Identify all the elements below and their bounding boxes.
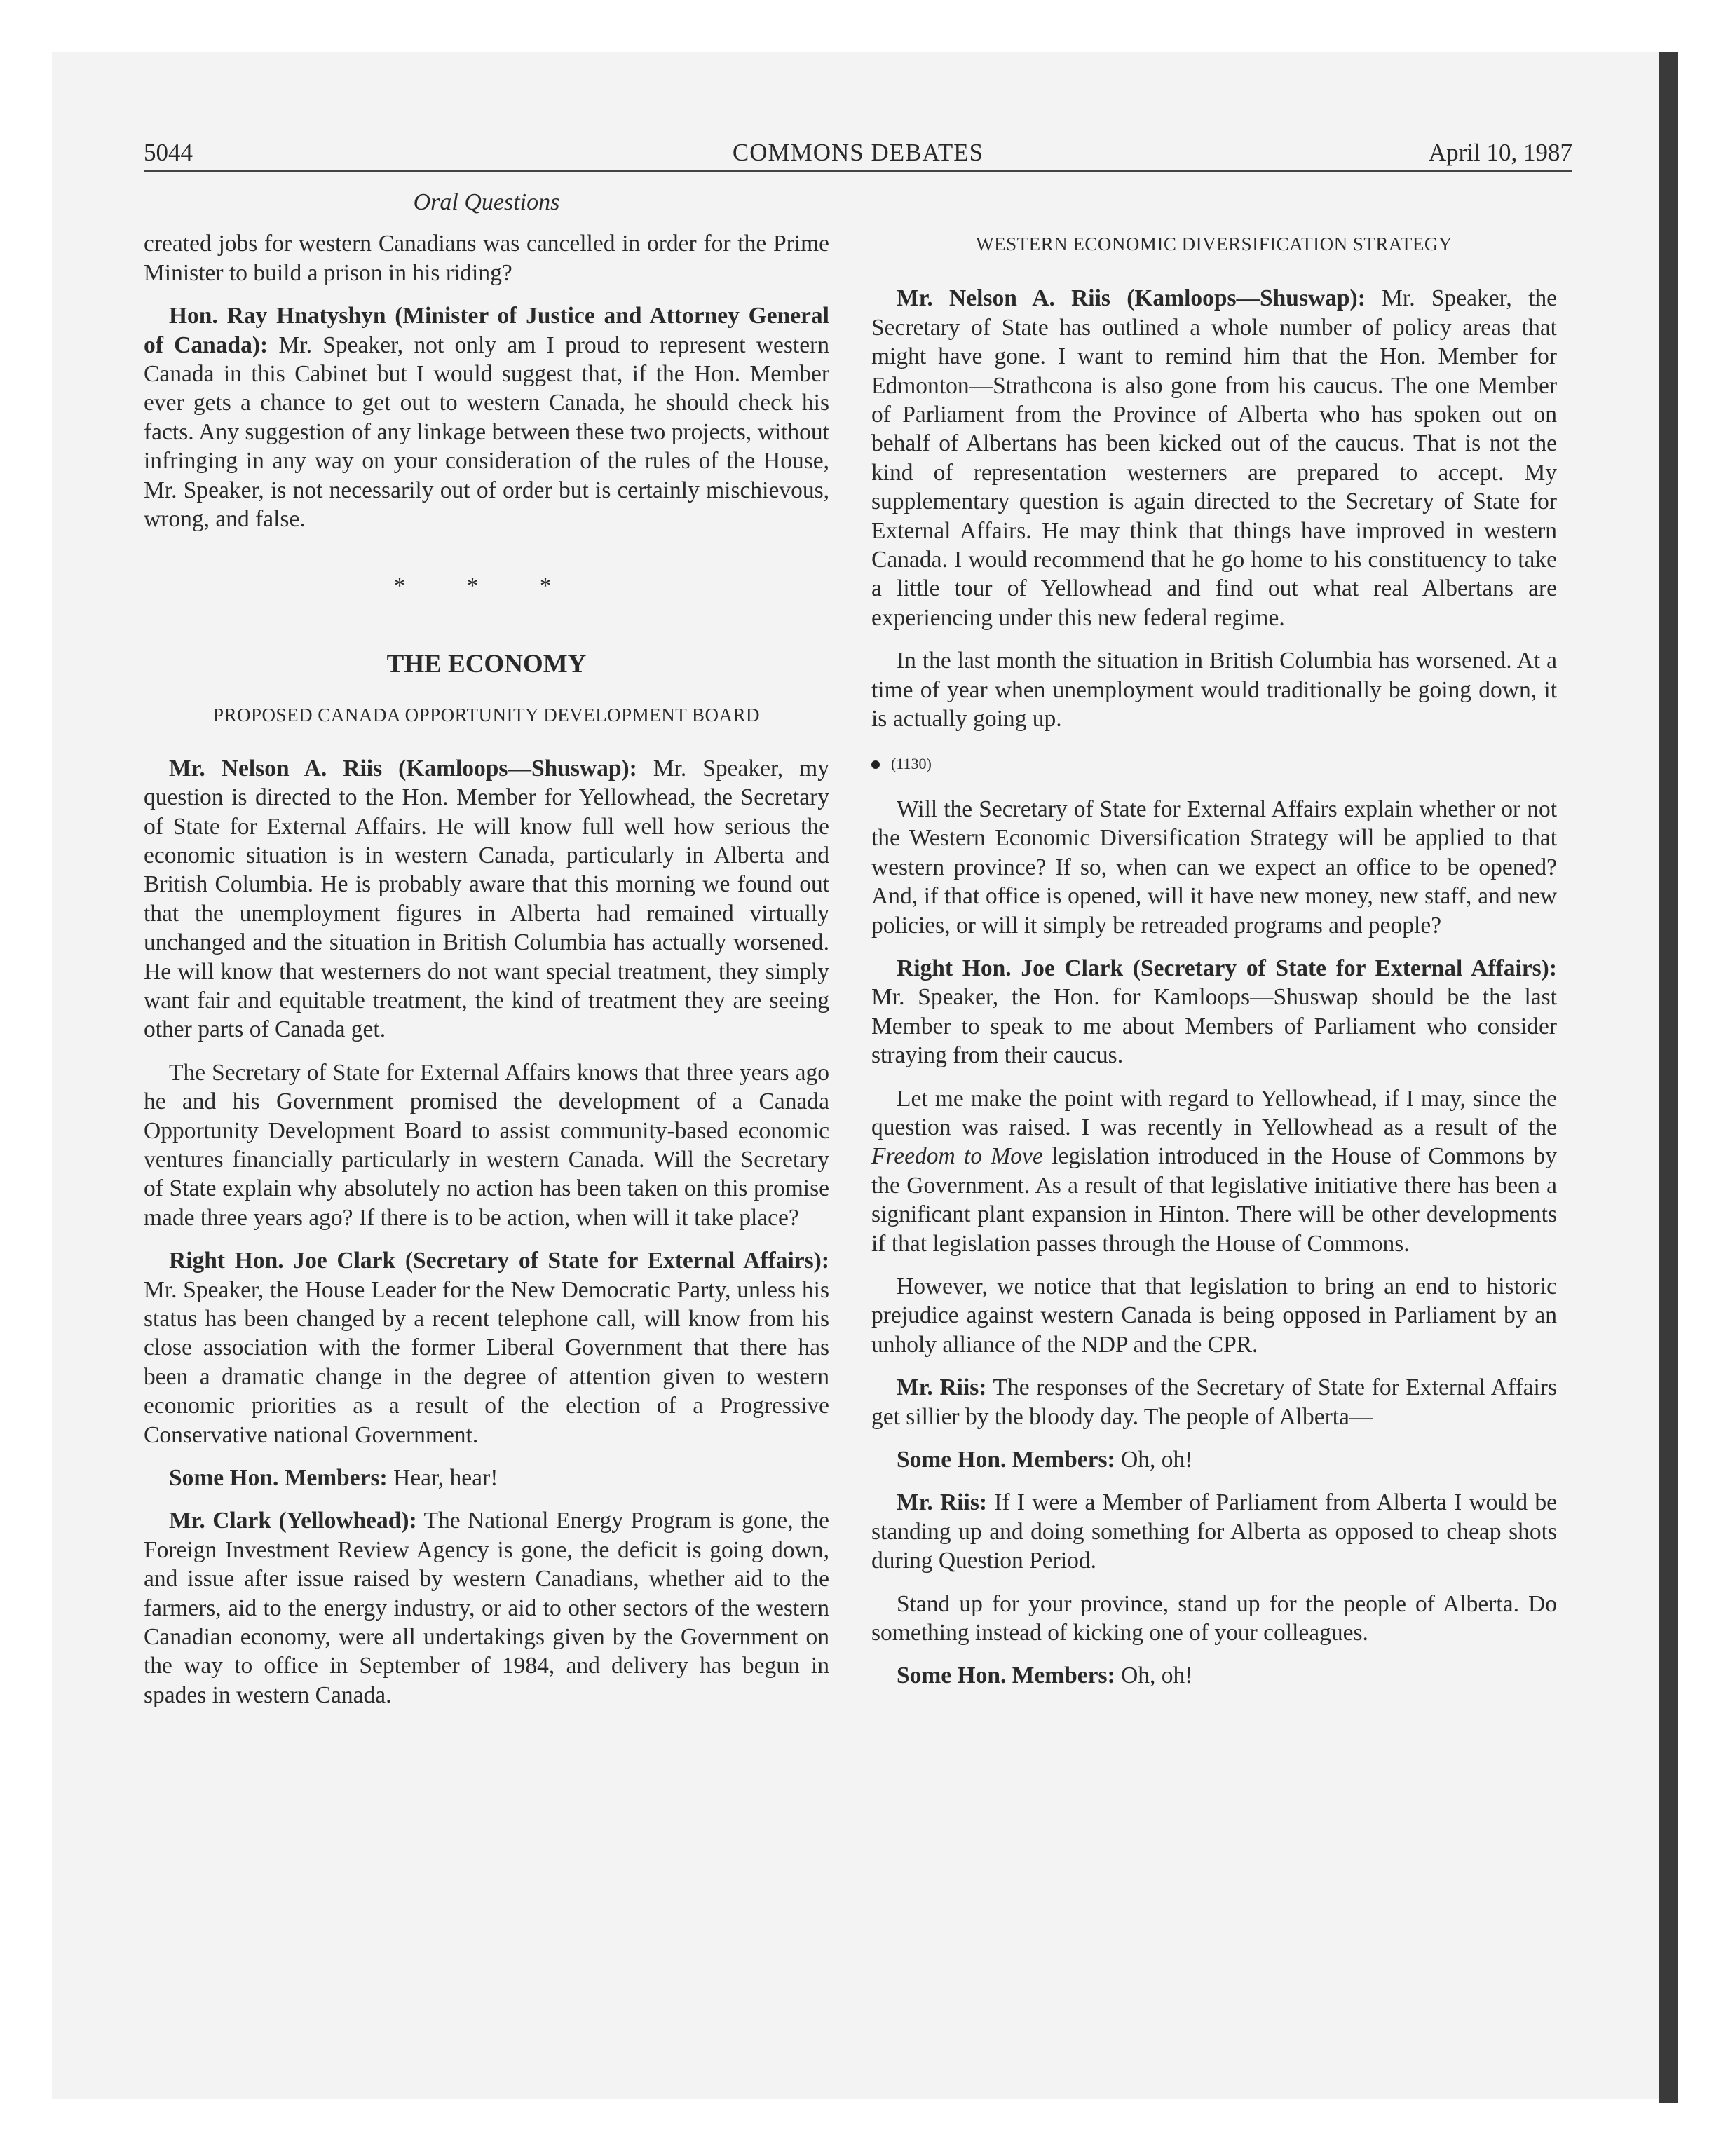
right-column bbox=[871, 188, 1557, 1705]
speech-text: Mr. Speaker, the Hon. for Kamloops—Shuswap should be the last Member to speak to me about Members of Parliament who consider straying from their caucus. bbox=[871, 984, 1557, 1069]
paragraph: created jobs for western Canadians was cancelled in order for the Prime Minister to build a prison in his riding? bbox=[144, 231, 829, 286]
running-head: Oral Questions bbox=[413, 189, 560, 215]
paragraph bbox=[144, 1506, 829, 1710]
page-number: 5044 bbox=[144, 139, 193, 166]
speaker-name: Mr. Riis: bbox=[897, 1374, 987, 1401]
subheading: PROPOSED CANADA OPPORTUNITY DEVELOPMENT BOARD bbox=[213, 704, 760, 726]
paragraph bbox=[871, 1661, 1557, 1690]
speech-text: Oh, oh! bbox=[1115, 1447, 1193, 1473]
paragraph: However, we notice that that legislation to bring an end to historic prejudice against western Canada is being opposed in Parliament by an unholy alliance of the NDP and the CPR. bbox=[871, 1274, 1557, 1358]
speaker-name: Mr. Nelson A. Riis (Kamloops—Shuswap): bbox=[169, 755, 637, 782]
time-marker bbox=[871, 749, 1557, 778]
paragraph bbox=[871, 954, 1557, 1070]
subheading: WESTERN ECONOMIC DIVERSIFICATION STRATEGY bbox=[976, 233, 1452, 254]
speech-text: Mr. Speaker, not only am I proud to represent western Canada in this Cabinet but I would suggest that, if the Hon. Member ever gets a chance to get out to western Canada, he should check his facts. Any suggestion of any linkage between these two projects, without infringing in any way on your consideration of the rules of the House, Mr. Speaker, is not necessarily out of order but is certainly mischievous, wrong, and false. bbox=[144, 332, 829, 533]
speaker-name: Hon. Ray Hnatyshyn (Minister of Justice and Attorney General of Canada): bbox=[144, 303, 829, 358]
publication-title: COMMONS DEBATES bbox=[732, 139, 984, 166]
page-header bbox=[144, 136, 1572, 170]
speaker-name: Mr. Riis: bbox=[897, 1489, 988, 1516]
page-date: April 10, 1987 bbox=[1428, 139, 1572, 166]
speaker-name: Mr. Clark (Yellowhead): bbox=[169, 1508, 417, 1534]
speaker-name: Some Hon. Members: bbox=[897, 1447, 1115, 1473]
paragraph: Stand up for your province, stand up for the people of Alberta. Do something instead of kicking one of your colleagues. bbox=[871, 1590, 1557, 1646]
speech-text: Oh, oh! bbox=[1115, 1663, 1193, 1689]
paragraph bbox=[144, 754, 829, 1044]
paragraph bbox=[871, 1084, 1557, 1258]
left-column bbox=[144, 188, 829, 1724]
speech-text: Hear, hear! bbox=[387, 1465, 498, 1492]
paragraph: The Secretary of State for External Affairs knows that three years ago he and his Government promised the development of a Canada Opportunity Development Board to assist community-based economic ventures financially particularly in western Canada. Will the Secretary of State explain why absolutely no action has been taken on this promise made three years ago? If there is to be action, when will it take place? bbox=[144, 1059, 829, 1231]
speech-text: legislation introduced in the House of Commons by the Government. As a result of that legislative initiative there has been a significant plant expansion in Hinton. There will be other developments if that legislation passes through the House of Commons. bbox=[871, 1143, 1558, 1257]
header-rule bbox=[144, 170, 1572, 172]
paragraph bbox=[144, 301, 829, 533]
paragraph bbox=[144, 1246, 829, 1449]
paragraph bbox=[871, 1445, 1557, 1474]
paragraph: In the last month the situation in British Columbia has worsened. At a time of year when unemployment would traditionally be going down, it is actually going up. bbox=[871, 648, 1557, 732]
speaker-name: Some Hon. Members: bbox=[897, 1663, 1115, 1689]
binding-edge bbox=[1659, 52, 1678, 2103]
section-title: THE ECONOMY bbox=[386, 649, 587, 678]
speech-text: If I were a Member of Parliament from Alberta I would be standing up and doing something for Alberta as opposed to cheap shots during Question Period. bbox=[871, 1489, 1557, 1574]
speaker-name: Some Hon. Members: bbox=[169, 1465, 388, 1492]
speech-text: Mr. Speaker, the Secretary of State has outlined a whole number of policy areas that might have gone. I want to remind him that the Hon. Member for Edmonton—Strathcona is also gone from his caucus. The one Member of Parliament from the Province of Alberta who has spoken out on behalf of Albertans has been kicked out of the caucus. That is not the kind of representation westerners are prepared to accept. My supplementary question is again directed to the Secretary of State for External Affairs. He may think that things have improved in western Canada. I would recommend that he go home to his constituency to take a little tour of Yellowhead and find out what real Albertans are experiencing under this new federal regime. bbox=[871, 285, 1557, 631]
speech-text: Mr. Speaker, the House Leader for the New Democratic Party, unless his status has been changed by a recent telephone call, will know from his close association with the former Liberal Government that there has been a dramatic change in the degree of attention given to western economic priorities as a result of the election of a Progressive Conservative national Government. bbox=[144, 1276, 829, 1448]
speech-text: The responses of the Secretary of State for External Affairs get sillier by the bloody day. The people of Alberta— bbox=[871, 1374, 1557, 1430]
section-separator: * * * bbox=[394, 573, 579, 599]
paragraph: Will the Secretary of State for External Affairs explain whether or not the Western Economic Diversification Strategy will be applied to that western province? If so, when can we expect an office to be opened? And, if that office is opened, will it have new money, new staff, and new policies, or will it simply be retreaded programs and people? bbox=[871, 796, 1557, 939]
speaker-name: Right Hon. Joe Clark (Secretary of State for External Affairs): bbox=[169, 1248, 829, 1274]
speaker-name: Right Hon. Joe Clark (Secretary of State for External Affairs): bbox=[897, 955, 1557, 981]
paragraph bbox=[144, 1464, 829, 1492]
speech-text: The National Energy Program is gone, the Foreign Investment Review Agency is gone, the deficit is going down, and issue after issue raised by western Canadians, whether aid to the farmers, aid to the energy industry, or aid to other sectors of the western Canadian economy, were all undertakings given by the Government on the way to office in September of 1984, and delivery has begun in spades in western Canada. bbox=[144, 1508, 829, 1708]
speaker-name: Mr. Nelson A. Riis (Kamloops—Shuswap): bbox=[897, 285, 1366, 312]
paragraph bbox=[871, 1373, 1557, 1431]
legislation-title: Freedom to Move bbox=[871, 1143, 1043, 1170]
time-marker-text: (1130) bbox=[891, 754, 932, 772]
paragraph bbox=[871, 284, 1557, 632]
paragraph bbox=[871, 1488, 1557, 1575]
speech-text: Mr. Speaker, my question is directed to the Hon. Member for Yellowhead, the Secretary of State for External Affairs. He will know full well how serious the economic situation is in western Canada, particularly in Alberta and British Columbia. He is probably aware that this morning we found out that the unemployment figures in Alberta had remained virtually unchanged and the situation in British Columbia has actually worsened. He will know that westerners do not want special treatment, they simply want fair and equitable treatment, the kind of treatment they are seeing other parts of Canada get. bbox=[144, 755, 829, 1043]
bullet-icon bbox=[871, 760, 880, 769]
speech-text: Let me make the point with regard to Yellowhead, if I may, since the question was raised. I was recently in Yellowhead as a result of the bbox=[871, 1085, 1557, 1140]
